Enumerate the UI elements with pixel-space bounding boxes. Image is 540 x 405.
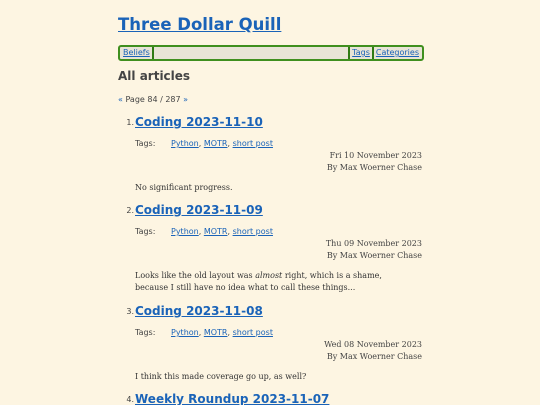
article-number: 2. [126, 206, 134, 215]
nav-link-beliefs[interactable]: Beliefs [123, 48, 150, 57]
site-title [118, 13, 281, 37]
article-title-link[interactable]: Weekly Roundup 2023-11-07 [135, 392, 330, 405]
tags-label: Tags: [135, 139, 156, 148]
summary-emphasis: almost [255, 271, 283, 280]
pager [118, 94, 188, 106]
nav-link-categories[interactable]: Categories [375, 48, 419, 57]
tag-list: Python, MOTR, short post [171, 227, 273, 236]
summary-text: No significant progress. [135, 183, 233, 192]
tag-link[interactable]: MOTR [203, 227, 228, 236]
article-date: Thu 09 November 2023 [325, 239, 422, 248]
summary-text: Looks like the old layout was [135, 271, 256, 280]
site-title-link[interactable]: Three Dollar Quill [118, 15, 282, 34]
pager-next-link[interactable]: » [183, 95, 189, 104]
pager-prev-link[interactable]: « [118, 95, 123, 104]
tag-list: Python, MOTR, short post [171, 328, 273, 337]
tag-link[interactable]: Python [171, 139, 199, 148]
pager-text: Page 84 / 287 [125, 95, 181, 104]
tag-link[interactable]: short post [232, 139, 273, 148]
article-title [135, 202, 263, 218]
article-number: 1. [126, 118, 134, 127]
tag-link[interactable]: short post [232, 328, 273, 337]
tags-label: Tags: [135, 328, 156, 337]
tag-link[interactable]: Python [171, 328, 199, 337]
article-summary [135, 182, 415, 194]
page-heading: All articles [118, 69, 191, 83]
article-title [135, 114, 263, 130]
article-author: By Max Woerner Chase [326, 251, 422, 260]
summary-text: right, which is a shame, because I still have no idea what to call these things... [135, 271, 382, 292]
tag-link[interactable]: MOTR [203, 139, 228, 148]
article-summary [135, 371, 415, 383]
tag-link[interactable]: Python [171, 227, 199, 236]
top-nav-bar [118, 45, 424, 61]
article-title [135, 391, 329, 405]
article-title-link[interactable]: Coding 2023-11-08 [135, 304, 263, 318]
article-date: Fri 10 November 2023 [329, 151, 422, 160]
tag-link[interactable]: MOTR [203, 328, 228, 337]
article-date: Wed 08 November 2023 [324, 340, 422, 349]
article-title-link[interactable]: Coding 2023-11-09 [135, 203, 263, 217]
article-title [135, 303, 263, 319]
tag-list: Python, MOTR, short post [171, 139, 273, 148]
nav-spacer [154, 47, 348, 59]
article-number: 4. [126, 395, 134, 404]
article-title-link[interactable]: Coding 2023-11-10 [135, 115, 263, 129]
tags-label: Tags: [135, 227, 156, 236]
article-author: By Max Woerner Chase [326, 163, 422, 172]
article-author: By Max Woerner Chase [326, 352, 422, 361]
tag-link[interactable]: short post [232, 227, 273, 236]
article-summary [135, 270, 415, 294]
nav-link-tags[interactable]: Tags [352, 48, 370, 57]
summary-text: I think this made coverage go up, as well? [135, 372, 307, 381]
article-number: 3. [126, 307, 134, 316]
